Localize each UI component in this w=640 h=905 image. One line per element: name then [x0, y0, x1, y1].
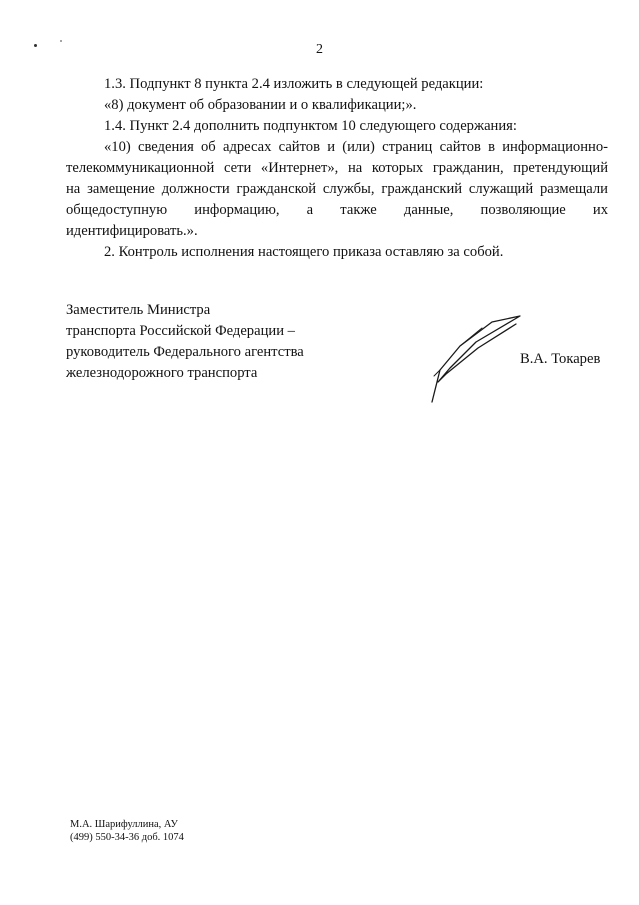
executor-footer: [70, 818, 184, 844]
signatory-title-line: железнодорожного транспорта: [66, 365, 258, 381]
paragraph-1-4: 1.4. Пункт 2.4 дополнить подпунктом 10 следующего содержания:: [104, 118, 517, 134]
paragraph-quote-10-line-1: «10) сведения об адресах сайтов и (или) страниц сайтов в информационно-: [104, 139, 608, 155]
handwritten-signature-icon: [420, 312, 530, 408]
paragraph-quote-10-line-3: на замещение должности гражданской службы, гражданский служащий размещали: [66, 181, 608, 197]
paragraph-quote-10-line-2: телекоммуникационной сети «Интернет», на которых гражданин, претендующий: [66, 160, 608, 176]
executor-phone: (499) 550-34-36 доб. 1074: [70, 832, 184, 843]
executor-name: М.А. Шарифуллина, АУ: [70, 819, 178, 830]
signatory-title-line: руководитель Федерального агентства: [66, 344, 304, 360]
signatory-title: [66, 300, 304, 384]
paragraph-quote-10-line-5: идентифицировать.».: [66, 223, 198, 239]
paragraph-2: 2. Контроль исполнения настоящего приказа оставляю за собой.: [104, 244, 504, 260]
paragraph-quote-8: «8) документ об образовании и о квалификации;».: [104, 97, 417, 113]
document-body: [66, 74, 608, 263]
paragraph-quote-10-line-4: общедоступную информацию, а также данные, позволяющие их: [66, 202, 608, 218]
signer-name: В.А. Токарев: [520, 351, 601, 367]
signatory-title-line: транспорта Российской Федерации –: [66, 323, 295, 339]
paragraph-1-3: 1.3. Подпункт 8 пункта 2.4 изложить в следующей редакции:: [104, 76, 484, 92]
page-number: 2: [316, 42, 323, 57]
signatory-title-line: Заместитель Министра: [66, 302, 211, 318]
